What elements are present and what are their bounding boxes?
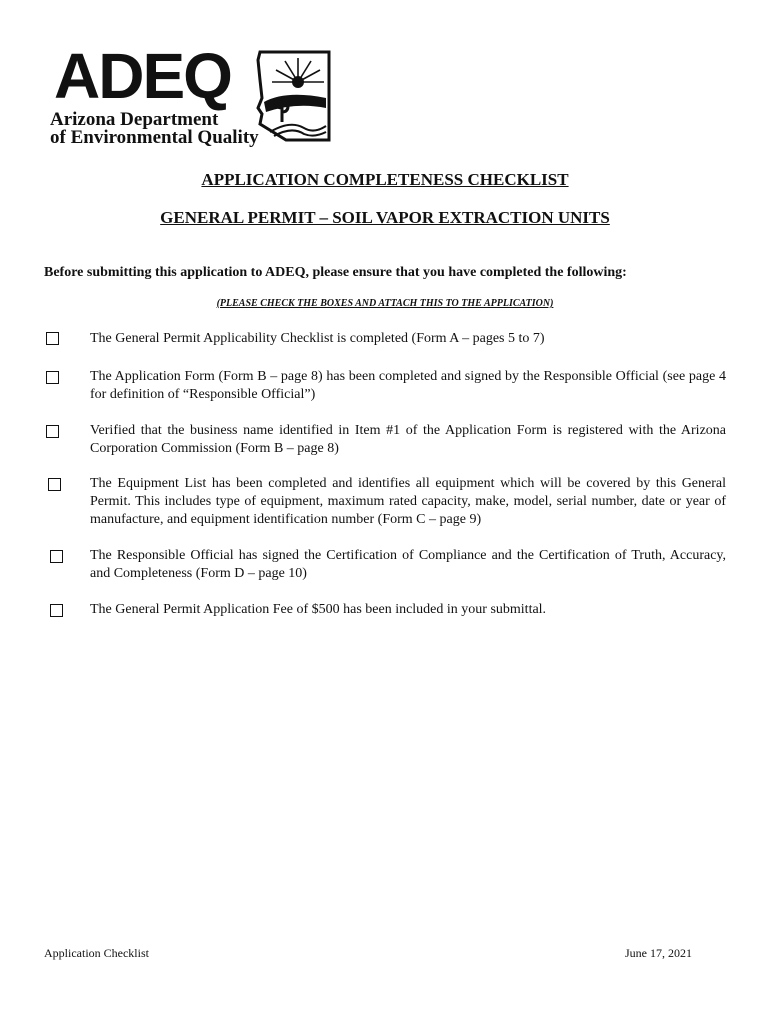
footer-date: June 17, 2021 (625, 946, 692, 960)
checkbox-4[interactable] (48, 478, 61, 491)
checkbox-5[interactable] (50, 550, 63, 563)
arizona-map-icon (256, 50, 331, 142)
logo-line-2: of Environmental Quality (50, 127, 259, 148)
checklist-item-2-text: The Application Form (Form B – page 8) has been completed and signed by the Responsible Official (see page 4 for definition of “Responsible Official”) (90, 369, 726, 402)
footer-doc-name: Application Checklist (44, 946, 149, 960)
page-title: APPLICATION COMPLETENESS CHECKLIST (201, 170, 569, 189)
checkbox-6[interactable] (50, 604, 63, 617)
checklist-item-4-text: The Equipment List has been completed and identifies all equipment which will be covered by this General Permit. This includes type of equipment, maximum rated capacity, make, model, serial number, date or year of manufacture, and equipment identification number (Form C – page 9) (90, 476, 726, 527)
page-subtitle: GENERAL PERMIT – SOIL VAPOR EXTRACTION UNITS (160, 208, 610, 227)
adeq-logo (48, 40, 328, 150)
intro-text: Before submitting this application to ADEQ, please ensure that you have completed the following: (44, 265, 627, 280)
checklist-item-1-text: The General Permit Applicability Checklist is completed (Form A – pages 5 to 7) (90, 331, 545, 346)
checkbox-2[interactable] (46, 371, 59, 384)
logo-line-1: Arizona Department (50, 109, 219, 130)
logo-acronym: ADEQ (54, 40, 231, 112)
checklist-item-5-text: The Responsible Official has signed the Certification of Compliance and the Certification of Truth, Accuracy, and Completeness (Form D – page 10) (90, 548, 726, 581)
checklist-item-6-text: The General Permit Application Fee of $500 has been included in your submittal. (90, 602, 547, 617)
instruction-note: (PLEASE CHECK THE BOXES AND ATTACH THIS TO THE APPLICATION) (216, 298, 554, 309)
checklist-item-3-text: Verified that the business name identified in Item #1 of the Application Form is registered with the Arizona Corporation Commission (Form B – page 8) (90, 423, 726, 456)
checkbox-3[interactable] (46, 425, 59, 438)
checkbox-1[interactable] (46, 332, 59, 345)
